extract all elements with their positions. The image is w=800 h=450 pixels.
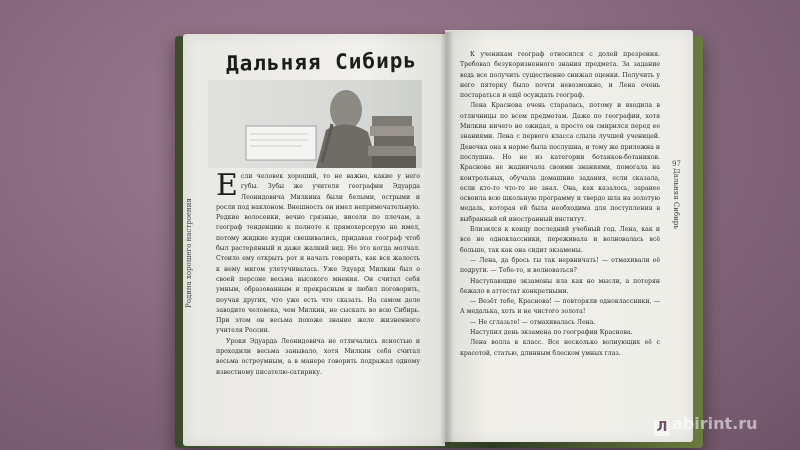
- running-head-left: Родина хорошего настроения: [185, 198, 193, 308]
- paragraph: Уроки Эдуарда Леонидовича не отличались ясностью и проходили весьма занывало, хотя Милкин себя считал весьма остроумным, а в манере говорить подражал одному известному писателю-сатирику.: [216, 337, 420, 376]
- paragraph: — Лена, да брось ты так нервничать! — отмахивали её подруги. — Тебе-то, и волноваться?: [460, 256, 660, 275]
- watermark: [654, 414, 758, 436]
- watermark-text: abirint.ru: [672, 414, 758, 433]
- right-page-text: [460, 50, 660, 359]
- running-head-right: Дальняя Сибирь: [672, 168, 680, 230]
- labirint-logo-icon: Л: [654, 420, 670, 436]
- paragraph: сли человек хороший, то не важно, какие у него губы. Зубы же учителя географии Эдуарда Леонидовича Милкина были белыми, острыми и росли под наклоном. Внешность он имел непримечательную. Редкие волосенки, вечно грязные, висели по плечам, а географ тенденцию к полноте к прямохерсерую не имел, потому жидкие кудри свешивались, придавая географ чтоб был растерянный и даже жалкий вид. Но это когда молчал. Стоило ему открыть рот и начать говорить, как вся жалость к нему мигом улетучивалась. Уже Эдуард Милкин был о своей персоне весьма высокого мнения. Он считал себя умным, образованным и прекрасным и любил поговорить, поучая других, что уже есть что сказать. На самом деле заводите человека, чем Милкин, не сыскать во всю Сибирь. При этом он весьма похоже знание желе жизненного учителя России.: [216, 173, 420, 335]
- chapter-title: Дальняя Сибирь: [225, 48, 418, 76]
- paragraph: Наступающие экзамены ила как но мысли, а потерян бежало в аттестат конкретными.: [460, 277, 660, 295]
- page-number: 97: [672, 160, 681, 168]
- paragraph: — Везёт тебе, Краснова! — повторяли одноклассники. — А медалька, хоть и не чистого золота!: [460, 298, 660, 316]
- paragraph: Наступил день экзамена по географии Краснова.: [470, 329, 633, 337]
- chapter-illustration: [208, 80, 422, 168]
- paragraph: Лена Краснова очень старалась, потому и входила в отличницы по всем предметам. Даже по географии, хотя Милкин ничего не ожидал, а просто он смирился перед ее знаниями. Лена с первого класса слыла лучшей ученицей. Девочка она в норме была послушна, и тому же прилежна и послушна. Но не из категории ботанков-ботаников. Краснова не жадничала своими знаниями, помогала на контрольных, обучала домашние задания, если сказала, если кто-то что-то не знал. Она, как казалось, заранее освоила всю школьную программу и твердо шла на золотую медаль, которая ей была необходима для поступления в выбранный ей иностранный институт.: [460, 102, 660, 223]
- left-page-text: [216, 168, 420, 378]
- paragraph: К ученикам географ относился с долей презрения. Требовал безукоризненного знания предмета. За задание ведь все получить существенно снижал оценки. Получить у него пятерку было почти невозможно, и Лена очень постараться и ещё осуждать географ.: [460, 51, 660, 100]
- drop-cap: Е: [216, 168, 238, 203]
- book-gutter: [440, 32, 454, 444]
- paragraph: Лена волла в класс. Все несколько волнующих её с красотой, статью, длинным блеском умных глаз.: [460, 339, 660, 357]
- paragraph: Близился к концу последний учебный год. Лена, как и все не одноклассники, переживала и волновалась всё больше, так как она сидит экзамены.: [460, 226, 660, 254]
- paragraph: — Не сглазьте! — отмахивалась Лена.: [470, 318, 596, 326]
